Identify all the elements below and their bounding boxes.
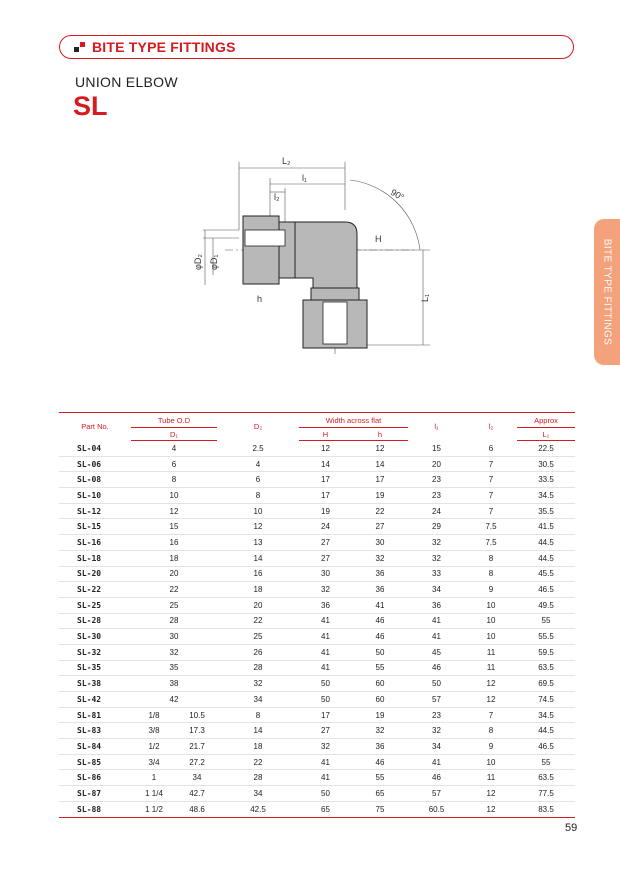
table-cell: 63.5 (517, 660, 575, 676)
table-cell: 34.5 (517, 488, 575, 504)
table-cell: 7 (465, 488, 517, 504)
table-cell: 23 (408, 488, 465, 504)
part-number-cell: SL-04 (59, 441, 131, 457)
header-d1: D₁ (131, 428, 217, 441)
table-cell: 34 (408, 582, 465, 598)
table-cell: 32 (408, 535, 465, 551)
table-cell: 41 (299, 613, 352, 629)
header-tube-od: Tube O.D (131, 413, 217, 428)
table-row (59, 535, 575, 551)
table-cell: 41 (299, 754, 352, 770)
label-D1: φD₁ (209, 254, 219, 270)
table-cell: 45 (408, 644, 465, 660)
table-cell: 11 (465, 644, 517, 660)
table-cell: 11 (465, 770, 517, 786)
table-row (59, 519, 575, 535)
table-cell: 38 (131, 676, 217, 692)
table-cell: 50 (299, 786, 352, 802)
table-cell: 1 1/4 (131, 786, 177, 802)
table-cell: 17 (299, 707, 352, 723)
table-cell: 16 (131, 535, 217, 551)
table-cell: 65 (352, 786, 408, 802)
side-tab[interactable] (594, 219, 620, 365)
table-cell: 42.7 (177, 786, 217, 802)
table-cell: 19 (352, 707, 408, 723)
table-cell: 32 (217, 676, 299, 692)
table-cell: 34.5 (517, 707, 575, 723)
table-cell: 4 (131, 441, 217, 457)
table-cell: 57 (408, 786, 465, 802)
part-number-cell: SL-16 (59, 535, 131, 551)
table-row (59, 629, 575, 645)
table-cell: 18 (217, 739, 299, 755)
table-cell: 12 (299, 441, 352, 457)
table-cell: 50 (299, 692, 352, 708)
table-row (59, 582, 575, 598)
table-cell: 25 (131, 597, 217, 613)
table-cell: 12 (465, 692, 517, 708)
table-cell: 50 (352, 644, 408, 660)
table-cell: 14 (299, 456, 352, 472)
table-cell: 7 (465, 456, 517, 472)
table-cell: 32 (299, 739, 352, 755)
header-part-no: Part No. (59, 413, 131, 441)
table-cell: 32 (131, 644, 217, 660)
table-cell: 74.5 (517, 692, 575, 708)
table-cell: 20 (131, 566, 217, 582)
table-cell: 65 (299, 801, 352, 817)
table-cell: 41 (299, 644, 352, 660)
label-angle: 90° (389, 187, 406, 203)
table-cell: 34 (408, 739, 465, 755)
table-row (59, 550, 575, 566)
part-number-cell: SL-84 (59, 739, 131, 755)
table-cell: 44.5 (517, 723, 575, 739)
table-cell: 30.5 (517, 456, 575, 472)
table-cell: 41 (299, 660, 352, 676)
table-cell: 48.6 (177, 801, 217, 817)
table-cell: 6 (465, 441, 517, 457)
table-cell: 46.5 (517, 582, 575, 598)
table-cell: 36 (352, 582, 408, 598)
table-cell: 10.5 (177, 707, 217, 723)
table-cell: 77.5 (517, 786, 575, 802)
table-cell: 7.5 (465, 535, 517, 551)
table-row (59, 692, 575, 708)
table-row (59, 770, 575, 786)
table-cell: 34 (217, 786, 299, 802)
table-cell: 59.5 (517, 644, 575, 660)
table-cell: 46 (352, 629, 408, 645)
section-title: BITE TYPE FITTINGS (92, 39, 236, 55)
table-cell: 12 (352, 441, 408, 457)
table-cell: 12 (131, 503, 217, 519)
part-number-cell: SL-88 (59, 801, 131, 817)
table-cell: 9 (465, 582, 517, 598)
table-cell: 24 (299, 519, 352, 535)
table-cell: 1 (131, 770, 177, 786)
table-cell: 27.2 (177, 754, 217, 770)
table-cell: 34 (177, 770, 217, 786)
table-cell: 45.5 (517, 566, 575, 582)
part-number-cell: SL-20 (59, 566, 131, 582)
table-cell: 22 (217, 613, 299, 629)
table-cell: 8 (131, 472, 217, 488)
table-cell: 42 (131, 692, 217, 708)
table-cell: 20 (217, 597, 299, 613)
table-cell: 75 (352, 801, 408, 817)
label-H: H (375, 234, 382, 244)
table-cell: 27 (299, 535, 352, 551)
table-cell: 17 (299, 488, 352, 504)
table-row (59, 597, 575, 613)
table-cell: 27 (299, 723, 352, 739)
part-number-cell: SL-32 (59, 644, 131, 660)
label-l1: l₁ (302, 173, 308, 183)
table-cell: 55 (517, 613, 575, 629)
table-cell: 35 (131, 660, 217, 676)
table-cell: 21.7 (177, 739, 217, 755)
table-cell: 36 (299, 597, 352, 613)
table-cell: 28 (131, 613, 217, 629)
table-cell: 2.5 (217, 441, 299, 457)
table-cell: 41 (408, 629, 465, 645)
table-cell: 69.5 (517, 676, 575, 692)
table-cell: 83.5 (517, 801, 575, 817)
table-cell: 50 (408, 676, 465, 692)
part-number-cell: SL-87 (59, 786, 131, 802)
table-cell: 22 (131, 582, 217, 598)
table-cell: 1/2 (131, 739, 177, 755)
table-cell: 3/8 (131, 723, 177, 739)
part-number-cell: SL-42 (59, 692, 131, 708)
label-l2: l₂ (274, 192, 280, 202)
part-number-cell: SL-81 (59, 707, 131, 723)
header-width: Width across flat (299, 413, 408, 428)
table-cell: 22.5 (517, 441, 575, 457)
part-number-cell: SL-86 (59, 770, 131, 786)
table-cell: 46 (408, 770, 465, 786)
part-number-cell: SL-15 (59, 519, 131, 535)
table-cell: 30 (299, 566, 352, 582)
table-cell: 23 (408, 707, 465, 723)
table-cell: 29 (408, 519, 465, 535)
table-cell: 19 (299, 503, 352, 519)
table-row (59, 676, 575, 692)
table-cell: 32 (299, 582, 352, 598)
table-cell: 10 (465, 629, 517, 645)
table-cell: 22 (352, 503, 408, 519)
table-cell: 8 (465, 723, 517, 739)
table-cell: 36 (408, 597, 465, 613)
table-cell: 27 (299, 550, 352, 566)
table-row (59, 739, 575, 755)
table-cell: 18 (217, 582, 299, 598)
table-cell: 6 (217, 472, 299, 488)
part-number-cell: SL-08 (59, 472, 131, 488)
table-row (59, 613, 575, 629)
table-row (59, 660, 575, 676)
table-cell: 44.5 (517, 535, 575, 551)
section-marker-icon (74, 42, 86, 52)
table-cell: 26 (217, 644, 299, 660)
header-L1: L₁ (517, 428, 575, 441)
table-cell: 33.5 (517, 472, 575, 488)
table-cell: 46 (352, 613, 408, 629)
spec-table (59, 412, 575, 818)
table-cell: 60 (352, 676, 408, 692)
table-cell: 32 (352, 723, 408, 739)
table-cell: 23 (408, 472, 465, 488)
part-number-cell: SL-06 (59, 456, 131, 472)
table-cell: 14 (352, 456, 408, 472)
header-d2: D₂ (217, 413, 299, 441)
table-cell: 15 (408, 441, 465, 457)
table-cell: 57 (408, 692, 465, 708)
spec-table-body (59, 441, 575, 818)
part-number-cell: SL-38 (59, 676, 131, 692)
table-cell: 7 (465, 472, 517, 488)
table-cell: 24 (408, 503, 465, 519)
table-cell: 14 (217, 723, 299, 739)
table-cell: 55 (352, 770, 408, 786)
table-cell: 10 (465, 613, 517, 629)
table-cell: 15 (131, 519, 217, 535)
table-cell: 12 (217, 519, 299, 535)
table-cell: 10 (465, 597, 517, 613)
table-cell: 8 (217, 707, 299, 723)
label-D2: φD₂ (193, 254, 203, 270)
table-cell: 46 (352, 754, 408, 770)
part-number-cell: SL-35 (59, 660, 131, 676)
table-row (59, 754, 575, 770)
table-cell: 3/4 (131, 754, 177, 770)
table-cell: 7 (465, 707, 517, 723)
product-code: SL (73, 91, 108, 121)
table-cell: 63.5 (517, 770, 575, 786)
part-number-cell: SL-83 (59, 723, 131, 739)
table-cell: 16 (217, 566, 299, 582)
table-cell: 33 (408, 566, 465, 582)
union-elbow-drawing (185, 150, 435, 360)
part-number-cell: SL-85 (59, 754, 131, 770)
table-row (59, 441, 575, 457)
table-cell: 8 (465, 566, 517, 582)
side-tab-label: BITE TYPE FITTINGS (601, 238, 613, 346)
table-cell: 41 (299, 629, 352, 645)
header-h-upper: H (299, 428, 352, 441)
table-cell: 4 (217, 456, 299, 472)
table-row (59, 503, 575, 519)
table-cell: 6 (131, 456, 217, 472)
table-cell: 7.5 (465, 519, 517, 535)
table-cell: 25 (217, 629, 299, 645)
table-row (59, 488, 575, 504)
table-row (59, 644, 575, 660)
table-cell: 44.5 (517, 550, 575, 566)
label-L2: L₂ (282, 156, 291, 166)
table-cell: 28 (217, 770, 299, 786)
table-cell: 32 (408, 723, 465, 739)
table-cell: 1 1/2 (131, 801, 177, 817)
table-cell: 36 (352, 739, 408, 755)
label-h: h (257, 294, 263, 304)
header-l2: l₂ (465, 413, 517, 441)
table-cell: 41 (299, 770, 352, 786)
part-number-cell: SL-30 (59, 629, 131, 645)
table-cell: 10 (465, 754, 517, 770)
table-cell: 49.5 (517, 597, 575, 613)
table-cell: 55 (352, 660, 408, 676)
table-cell: 13 (217, 535, 299, 551)
table-row (59, 786, 575, 802)
table-row (59, 801, 575, 817)
table-cell: 60.5 (408, 801, 465, 817)
table-row (59, 472, 575, 488)
part-number-cell: SL-12 (59, 503, 131, 519)
table-cell: 11 (465, 660, 517, 676)
label-L1: L₁ (420, 293, 430, 302)
table-cell: 42.5 (217, 801, 299, 817)
table-cell: 9 (465, 739, 517, 755)
table-cell: 36 (352, 566, 408, 582)
page-number: 59 (565, 822, 578, 834)
part-number-cell: SL-28 (59, 613, 131, 629)
table-cell: 8 (217, 488, 299, 504)
header-approx: Approx (517, 413, 575, 428)
header-h-lower: h (352, 428, 408, 441)
table-cell: 46 (408, 660, 465, 676)
table-cell: 30 (131, 629, 217, 645)
table-cell: 18 (131, 550, 217, 566)
table-row (59, 723, 575, 739)
table-cell: 7 (465, 503, 517, 519)
table-cell: 10 (131, 488, 217, 504)
table-cell: 14 (217, 550, 299, 566)
table-cell: 12 (465, 801, 517, 817)
table-row (59, 566, 575, 582)
product-name: UNION ELBOW (75, 74, 178, 90)
table-cell: 12 (465, 786, 517, 802)
table-cell: 41 (408, 754, 465, 770)
table-cell: 1/8 (131, 707, 177, 723)
part-number-cell: SL-10 (59, 488, 131, 504)
table-row (59, 456, 575, 472)
table-cell: 55.5 (517, 629, 575, 645)
part-number-cell: SL-25 (59, 597, 131, 613)
table-cell: 50 (299, 676, 352, 692)
table-cell: 35.5 (517, 503, 575, 519)
table-cell: 17 (299, 472, 352, 488)
table-cell: 30 (352, 535, 408, 551)
table-cell: 41 (352, 597, 408, 613)
section-header (59, 35, 574, 59)
table-cell: 60 (352, 692, 408, 708)
part-number-cell: SL-18 (59, 550, 131, 566)
part-number-cell: SL-22 (59, 582, 131, 598)
table-cell: 12 (465, 676, 517, 692)
table-cell: 41 (408, 613, 465, 629)
table-cell: 22 (217, 754, 299, 770)
table-cell: 8 (465, 550, 517, 566)
table-cell: 41.5 (517, 519, 575, 535)
header-l1: l₁ (408, 413, 465, 441)
table-cell: 34 (217, 692, 299, 708)
table-cell: 27 (352, 519, 408, 535)
table-cell: 10 (217, 503, 299, 519)
table-cell: 28 (217, 660, 299, 676)
table-cell: 32 (408, 550, 465, 566)
table-cell: 17.3 (177, 723, 217, 739)
table-cell: 32 (352, 550, 408, 566)
table-cell: 19 (352, 488, 408, 504)
table-row (59, 707, 575, 723)
table-cell: 20 (408, 456, 465, 472)
table-cell: 55 (517, 754, 575, 770)
table-cell: 17 (352, 472, 408, 488)
table-cell: 46.5 (517, 739, 575, 755)
